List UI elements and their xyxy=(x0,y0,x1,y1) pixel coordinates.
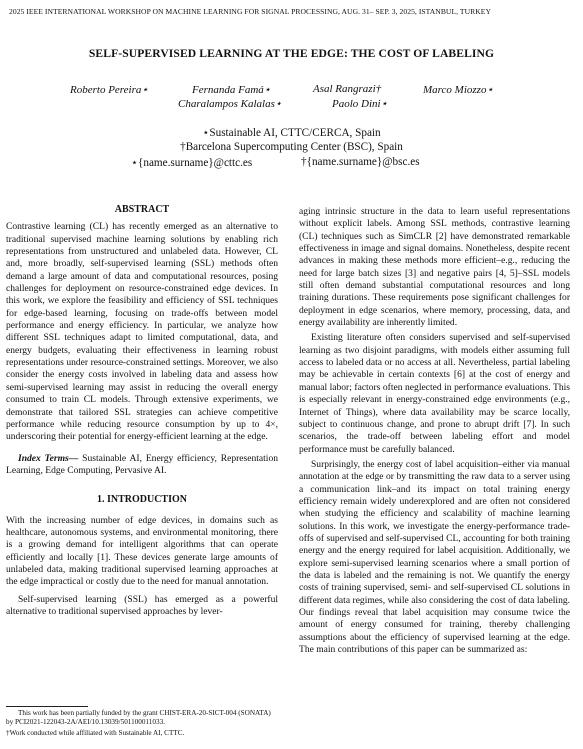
author-1: Roberto Pereira⋆ xyxy=(70,84,149,96)
author-5: Charalampos Kalalas⋆ xyxy=(178,98,282,110)
footnote-affiliation: †Work conducted while affiliated with Sustainable AI, CTTC. xyxy=(6,729,185,737)
intro-heading: 1. INTRODUCTION xyxy=(96,494,187,506)
affiliation-2: †Barcelona Supercomputing Center (BSC), Spain xyxy=(180,141,403,153)
index-terms xyxy=(6,453,278,478)
author-4: Marco Miozzo⋆ xyxy=(423,84,494,96)
email-2: †{name.surname}@bsc.es xyxy=(301,156,420,168)
author-3: Asal Rangrazi† xyxy=(313,83,382,95)
index-terms-text: Sustainable AI, Energy efficiency, Representation Learning, Edge Computing, Pervasive AI. xyxy=(6,452,278,476)
conference-header: 2025 IEEE INTERNATIONAL WORKSHOP ON MACHINE LEARNING FOR SIGNAL PROCESSING, AUG. 31– SEP. 3, 2025, ISTANBUL, TURKEY xyxy=(9,7,492,16)
email-1: ⋆{name.surname}@cttc.es xyxy=(131,157,253,169)
intro-paragraph-2: Self-supervised learning (SSL) has emerged as a powerful alternative to traditional supervised approaches by lever- xyxy=(6,593,278,617)
left-column xyxy=(6,204,278,618)
right-paragraph-3: Surprisingly, the energy cost of label acquisition–either via manual annotation at the edge or by transmitting the raw data to a server using a communication link–and its impact on total training energy efficiency remain widely underexplored and are often not considered when studying the efficiency and scalability of machine learning solutions. In this work, we investigate the energy-performance trade-offs of supervised and self-supervised CL, accounting for both training energy and the energy required for label acquisition. Additionally, we explore semi-supervised learning scenarios where a small portion of the data is labeled and the remaining is not. We quantify the energy costs of training supervised, semi- and self-supervised CL solutions in different data regimes, while also considering the cost of data labeling. Our findings reveal that label acquisition may consume twice the amount of energy consumed for training, thereby challenging assumptions about the efficiency of supervised learning at the edge. The main contributions of this paper can be summarized as: xyxy=(299,458,570,656)
intro-paragraph-1: With the increasing number of edge devices, in domains such as healthcare, autonomous systems, and environmental monitoring, there is a growing demand for intelligent algorithms that can operate efficiently and locally [1]. These devices generate large amounts of unlabeled data, making traditional supervised learning approaches at the edge impractical or costly due to the need for manual annotation. xyxy=(6,514,278,588)
affiliation-1: ⋆Sustainable AI, CTTC/CERCA, Spain xyxy=(202,127,381,139)
author-6: Paolo Dini⋆ xyxy=(332,98,388,110)
right-paragraph-1: aging intrinsic structure in the data to learn useful representations without explicit labels. Among SSL methods, contrastive learning (CL) techniques such as SimCLR [2] have demonstrated remarkable effectiveness in image and signal domains. Nonetheless, despite recent advances in making these methods more efficient–e.g., reducing the need for large batch sizes [3] and negative pairs [4, 5]–SSL models still often demand substantial computational resources and long training durations. These requirements pose significant challenges for deployment in edge scenarios, where memory, processing, data, and energy availability are inherently limited. xyxy=(299,206,570,329)
abstract-heading: ABSTRACT xyxy=(114,204,170,215)
right-paragraph-2: Existing literature often considers supervised and self-supervised learning as two disjoint paradigms, with models either assuming full access to labeled data or no access at all. Nevertheless, partial labeling may be achievable in certain contexts [6] at the cost of energy and manual labor; factors often neglected in performance evaluations. This is especially relevant in energy-constrained edge environments (e.g., Internet of Things), where data availability may be scarce locally, subject to continuous change, and prone to abrupt drift [7]. In such scenarios, the trade-off between labeling effort and model performance must be carefully balanced. xyxy=(299,332,570,455)
footnote-funding: This work has been partially funded by the grant CHIST-ERA-20-SICT-004 (SONATA) by PCI2021-122043-2A/AEI/10.13039/501100011033. xyxy=(6,709,271,726)
paper-title: SELF-SUPERVISED LEARNING AT THE EDGE: THE COST OF LABELING xyxy=(88,47,495,60)
index-terms-label: Index Terms— xyxy=(18,452,79,464)
footnote-rule xyxy=(6,706,88,707)
author-2: Fernanda Famá⋆ xyxy=(192,84,271,96)
abstract-text: Contrastive learning (CL) has recently emerged as an alternative to traditional supervised machine learning solutions by enabling rich representations from unstructured and unlabeled data. However, CL and, more broadly, self-supervised learning (SSL) methods often demand a large amount of data and computational resources, posing challenges for deployment on resource-constrained edge devices. In this work, we explore the feasibility and efficiency of SSL techniques for edge-based learning, focusing on trade-offs between model performance and energy efficiency. In particular, we analyze how different SSL techniques adapt to limited computational, data, and energy budgets, evaluating their effectiveness in learning robust representations under resource-constrained settings. Moreover, we also consider the energy costs involved in labeling data and assess how semi-supervised learning may assist in reducing the overall energy consumed to train CL models. Through extensive experiments, we demonstrate that tailored SSL strategies can achieve competitive performance while reducing resource consumption by up to 4×, underscoring their potential for energy-efficient learning at the edge. xyxy=(6,221,278,443)
right-column xyxy=(299,206,570,656)
